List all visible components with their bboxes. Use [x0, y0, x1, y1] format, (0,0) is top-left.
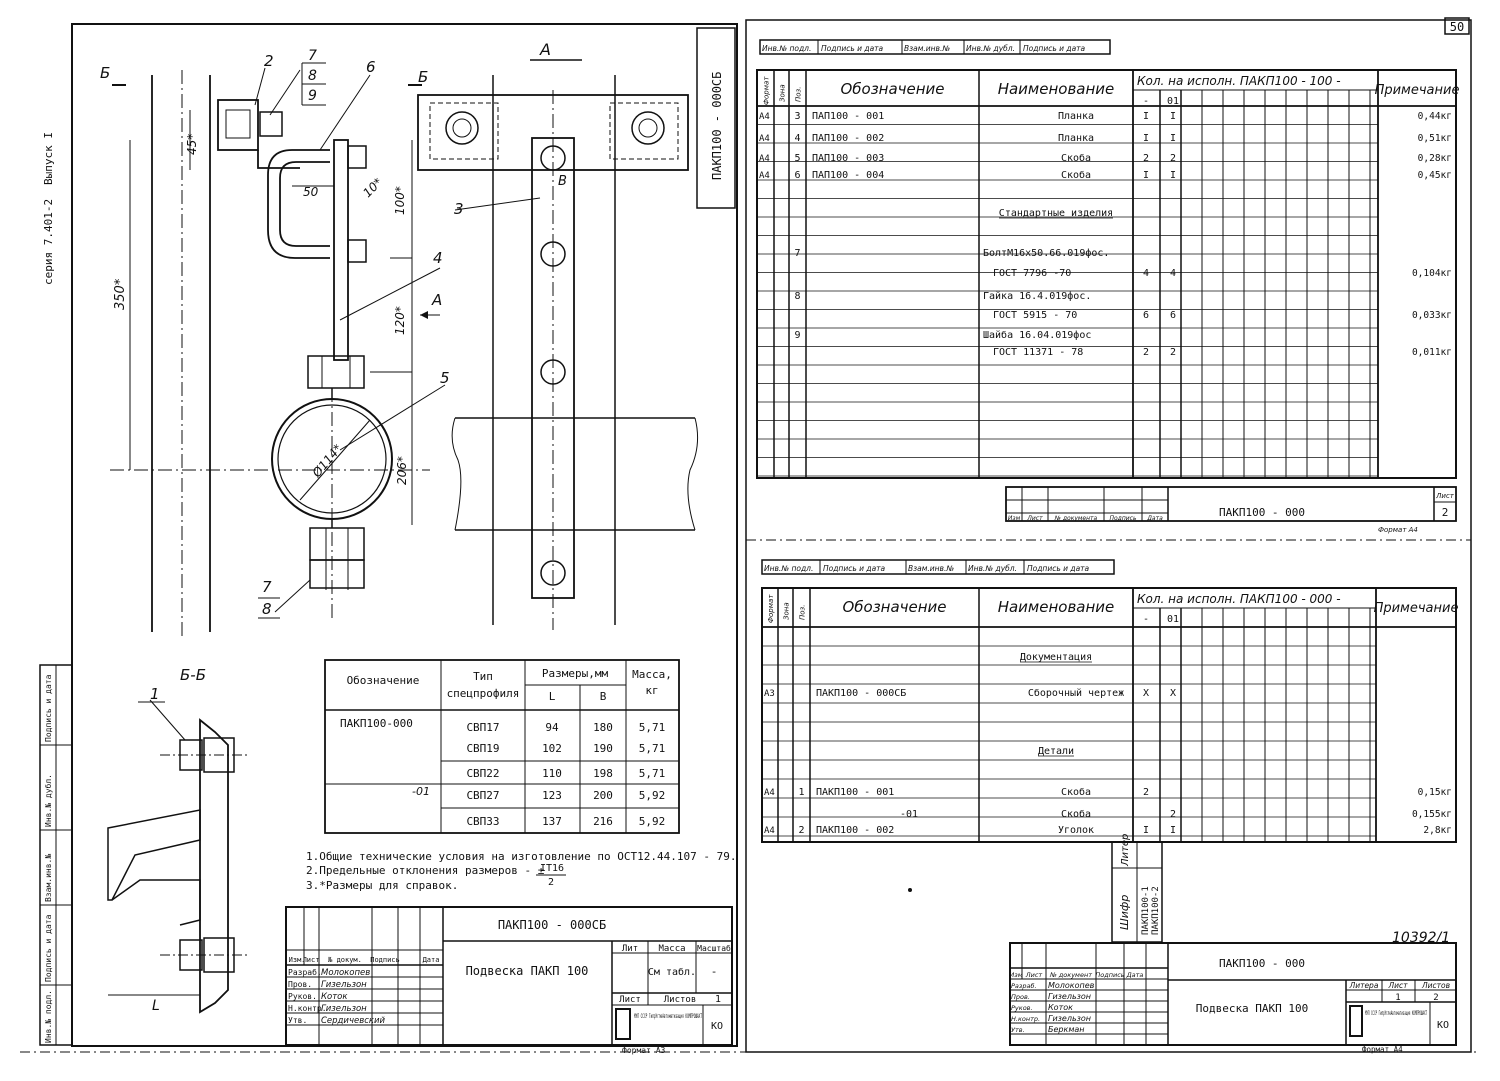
spec-row-pos: 1	[798, 787, 805, 798]
note-1: 1.Общие технические условия на изготовление по ОСТ12.44.107 - 79.	[306, 850, 737, 863]
spec-h-var1: 01	[1166, 614, 1180, 625]
size-table-h-dims: Размеры,мм	[541, 667, 609, 680]
spec-row-designation: ПАП100 - 003	[812, 153, 885, 164]
size-table-h-b: B	[599, 690, 607, 703]
spec-row-designation: ПАКП100 - 000СБ	[816, 688, 907, 699]
issue-label: Выпуск I	[42, 132, 55, 185]
left-title-sheets-value: 1	[714, 994, 722, 1005]
size-row-mass: 5,92	[638, 789, 666, 802]
spec-row-format: А4	[764, 826, 775, 836]
spec-row-section: Стандартные изделия	[998, 208, 1114, 219]
rt-footer-col-header: Изм	[1007, 515, 1021, 522]
dim-45: 45*	[185, 133, 199, 155]
spec-row-note: 0,51кг	[1417, 133, 1452, 144]
left-title-mass-value: См табл.	[647, 967, 697, 978]
left-title-col-header: Дата	[422, 956, 440, 964]
spec-h-var0: -	[1142, 96, 1150, 107]
spec-row-note: 0,44кг	[1417, 111, 1452, 122]
spec-h-qty: Кол. на исполн. ПАКП100 - 100 -	[1137, 74, 1341, 88]
rb-title-code: ПАКП100 - 000	[1218, 957, 1306, 970]
dim-120: 120*	[393, 306, 407, 335]
dim-10: 10*	[360, 175, 386, 201]
size-row-type: СВП17	[466, 721, 500, 734]
spec-h-pos: Поз.	[798, 604, 807, 620]
spec-row-qty1: I	[1169, 133, 1177, 144]
side-stamp-1: Инв.№ подл.	[44, 990, 53, 1043]
size-row-l: 102	[542, 742, 562, 755]
left-title-roles	[288, 967, 386, 1026]
spec-h-format: Формат	[762, 76, 771, 105]
spec-h-designation: Обозначение	[842, 598, 947, 616]
spec-row-name: Планка	[1057, 133, 1095, 144]
rb-title-role: Разраб.	[1011, 982, 1037, 990]
side-stamp-4: Инв.№ дубл.	[44, 774, 53, 827]
callout-7-top: 7	[308, 48, 317, 64]
rb-title-person: Молокопев	[1048, 981, 1095, 990]
spec-row-name: Гайка 16.4.019фос.	[983, 291, 1092, 302]
rb-title-lit-label: Литера	[1349, 981, 1379, 990]
spec-row-section: Детали	[1037, 746, 1075, 757]
spec-row-qty1: Х	[1169, 688, 1177, 699]
rb-title-col-header: Дата	[1126, 971, 1144, 979]
spec-row-format: А4	[759, 154, 770, 164]
spec-row-name: Скоба	[1060, 809, 1092, 820]
rb-title-roles	[1011, 981, 1095, 1034]
spec-row-qty0: 6	[1142, 310, 1150, 321]
spec-row-designation: ПАП100 - 001	[812, 111, 885, 122]
spec-row-qty0: 2	[1142, 787, 1150, 798]
rt-footer-sheet-label: Лист	[1436, 492, 1454, 500]
spec-row-format: А4	[759, 171, 770, 181]
note-3: 3.*Размеры для справок.	[306, 879, 459, 892]
rb-variant-1: ПАКП100-1	[1141, 886, 1151, 935]
spec-row-pos: 7	[794, 248, 801, 259]
callout-4: 4	[433, 249, 443, 267]
size-table-h-designation: Обозначение	[346, 674, 420, 687]
rt-stamp-5: Подпись и дата	[1023, 44, 1086, 53]
rb-title-person: Беркман	[1048, 1025, 1085, 1034]
spec-row-qty1: 2	[1169, 347, 1177, 358]
spec-row-qty1: I	[1169, 111, 1177, 122]
size-table-h-type2: спецпрофиля	[446, 687, 520, 700]
rb-title-role: Руков.	[1011, 1004, 1033, 1012]
callout-5: 5	[440, 369, 450, 387]
rt-footer-col-header: № документа	[1054, 515, 1098, 522]
spec-row-name: Скоба	[1060, 787, 1092, 798]
rb-title-person: Коток	[1048, 1003, 1073, 1012]
rb-title-org-code: КО	[1436, 1020, 1450, 1031]
spec-h-note: Примечание	[1373, 601, 1459, 616]
left-title-role: Разраб.	[288, 968, 322, 977]
dim-d114: Ø114*	[309, 441, 345, 480]
dim-100: 100*	[393, 186, 407, 215]
spec-row-note: 0,15кг	[1417, 787, 1452, 798]
left-title-person: Гизельзон	[321, 980, 367, 990]
rb-title-name: Подвеска ПАКП 100	[1195, 1002, 1309, 1015]
size-row-l: 137	[542, 815, 562, 828]
spec-row-designation: ПАП100 - 004	[812, 170, 885, 181]
rt-footer-sheet-value: 2	[1441, 506, 1449, 519]
left-title-sheets-label: Листов	[663, 995, 697, 1005]
spec-row-qty1: 2	[1169, 809, 1177, 820]
callout-1: 1	[150, 685, 160, 703]
section-bb-label: Б-Б	[180, 666, 206, 684]
size-row-mass: 5,92	[638, 815, 666, 828]
rb-variant-2: ПАКП100-2	[1151, 886, 1161, 935]
rt-format: Формат А4	[1378, 526, 1418, 534]
dim-l-label: L	[152, 998, 160, 1014]
rb-title-role: Утв.	[1011, 1026, 1025, 1034]
left-title-person: Коток	[321, 992, 348, 1002]
spec-row-format: А4	[759, 112, 770, 122]
spec-row-qty1: I	[1169, 825, 1177, 836]
spec-h-var1: 01	[1166, 96, 1180, 107]
left-title-person: Молокопев	[321, 968, 371, 978]
rb-archive-no: 10392/1	[1392, 930, 1451, 946]
left-title-lit-label: Лит	[621, 944, 639, 954]
note-2-tolerance-num: IT16	[540, 863, 565, 874]
spec-row-format: А4	[759, 134, 770, 144]
spec-row-qty0: 4	[1142, 268, 1150, 279]
callout-8-top: 8	[308, 68, 317, 84]
spec-h-format: Формат	[767, 594, 775, 623]
spec-row-qty1: 6	[1169, 310, 1177, 321]
size-row-l: 94	[545, 721, 559, 734]
spec-row-qty0: I	[1142, 111, 1150, 122]
left-title-col-header: Подпись	[370, 956, 400, 964]
left-title-col-headers	[289, 956, 440, 964]
rb-stamp-1: Инв.№ подл.	[764, 564, 814, 573]
note-2-tolerance-den: 2	[548, 877, 555, 888]
view-a-label: А	[540, 40, 551, 59]
spec-row-qty0: I	[1142, 170, 1150, 181]
section-mark-b-left: Б	[100, 64, 111, 82]
callout-7-bottom: 7	[262, 578, 272, 596]
spec-h-zone: Зона	[782, 602, 791, 620]
left-title-org-code: КО	[710, 1021, 724, 1032]
spec-row-note: 0,45кг	[1417, 170, 1452, 181]
left-title-role: Руков.	[288, 992, 317, 1001]
series-label: серия 7.401-2	[42, 198, 55, 285]
size-row-mass: 5,71	[638, 742, 666, 755]
size-row-type: СВП27	[466, 789, 500, 802]
spec-row-note: 0,155кг	[1411, 809, 1452, 820]
left-title-code: ПАКП100 - 000СБ	[497, 918, 607, 932]
sheet-number: 50	[1449, 20, 1465, 34]
spec-h-name: Наименование	[997, 80, 1115, 98]
spec-row-note: 0,033кг	[1411, 310, 1452, 321]
size-row-l: 110	[542, 767, 562, 780]
rb-stamp-3: Взам.инв.№	[908, 564, 955, 573]
spec-row-designation: ПАП100 - 002	[812, 133, 885, 144]
side-stamp-3: Взам.инв.№	[44, 853, 53, 902]
rb-stamp-5: Подпись и дата	[1027, 564, 1090, 573]
left-title-col-header: Изм	[288, 956, 302, 964]
callout-8-bottom: 8	[262, 600, 272, 618]
spec-row-format: А4	[764, 788, 775, 798]
left-title-mass-label: Масса	[658, 944, 686, 954]
spec-row-designation: -01	[900, 809, 919, 820]
left-title-role: Утв.	[288, 1016, 308, 1025]
size-row-b: 198	[593, 767, 613, 780]
left-frame	[72, 24, 737, 1046]
dim-50: 50	[303, 185, 319, 199]
spec-row-section: Документация	[1019, 652, 1093, 663]
spec-h-qty: Кол. на исполн. ПАКП100 - 000 -	[1137, 592, 1341, 606]
spec-row-pos: 8	[794, 291, 801, 302]
rb-title-col-header: Подпись	[1095, 971, 1125, 979]
size-table-h-mass2: кг	[645, 684, 659, 697]
spec-row-pos: 9	[794, 330, 801, 341]
rb-title-sheets-label: Листов	[1421, 981, 1451, 990]
rb-title-col-header: № документ	[1049, 971, 1093, 979]
spec-row-note: 0,011кг	[1411, 347, 1452, 358]
spec-row-note: 0,104кг	[1411, 268, 1452, 279]
rt-stamp-2: Подпись и дата	[821, 44, 884, 53]
left-title-format: Формат А3	[622, 1046, 666, 1055]
left-title-sheet-label: Лист	[619, 995, 641, 1005]
rt-stamp-3: Взам.инв.№	[904, 44, 951, 53]
rb-title-role: Н.контр.	[1011, 1015, 1041, 1023]
spec-row-name: ГОСТ 11371 - 78	[993, 347, 1084, 358]
rt-footer-col-header: Подпись	[1109, 515, 1137, 522]
spec-row-qty1: 2	[1169, 153, 1177, 164]
size-row-type: СВП33	[466, 815, 500, 828]
rb-title-sheet-value: 1	[1395, 993, 1401, 1003]
rb-title-col-header: Лист	[1025, 971, 1043, 979]
size-table-rows	[340, 717, 665, 828]
size-table-h-type: Тип	[473, 670, 493, 683]
left-title-scale-value: -	[710, 965, 718, 978]
spec-row-pos: 4	[794, 133, 801, 144]
spec-row-qty0: Х	[1142, 688, 1150, 699]
spec-row-note: 0,28кг	[1417, 153, 1452, 164]
rb-stamp-2: Подпись и дата	[823, 564, 886, 573]
spec-h-zone: Зона	[778, 84, 787, 102]
spec-row-pos: 2	[798, 825, 805, 836]
rb-title-col-headers	[1009, 971, 1143, 979]
side-stamp-5: Подпись и дата	[44, 674, 53, 742]
left-title-role: Н.контр.	[288, 1004, 327, 1013]
spec-row-designation: ПАКП100 - 002	[816, 825, 895, 836]
left-title-role: Пров.	[288, 980, 313, 989]
rt-stamp-1: Инв.№ подл.	[762, 44, 812, 53]
callout-6: 6	[366, 58, 376, 76]
spec-row-name: Скоба	[1060, 153, 1092, 164]
rb-shifr-label: Шифр	[1118, 894, 1131, 930]
spec-row-qty0: I	[1142, 825, 1150, 836]
rb-title-org: МУП СССР ГипрУглеАвтоматизация КОМПРОШАХТ	[1365, 1009, 1428, 1017]
rb-title-person: Гизельзон	[1048, 1014, 1092, 1023]
assembly-front-view	[110, 68, 445, 640]
size-row-b: 216	[593, 815, 613, 828]
letter-b: В	[558, 174, 567, 189]
spec-h-pos: Поз.	[794, 86, 803, 102]
callout-9-top: 9	[308, 88, 317, 104]
rb-liter-label: Литер	[1120, 833, 1131, 866]
spec-h-designation: Обозначение	[840, 80, 945, 98]
spec-row-pos: 6	[794, 170, 801, 181]
arrow-a-label: А	[432, 291, 443, 309]
left-title-org: МУП СССР ГипрУглеАвтоматизация КОМПРОШАХТ	[634, 1012, 703, 1020]
spec-row-name: Шайба 16.04.019фос	[983, 330, 1092, 341]
spec-row-name: ГОСТ 5915 - 70	[993, 310, 1078, 321]
note-2: 2.Предельные отклонения размеров - ±	[306, 864, 545, 877]
spec-h-name: Наименование	[997, 598, 1115, 616]
size-row-b: 190	[593, 742, 613, 755]
size-row-l: 123	[542, 789, 562, 802]
rt-footer-col-header: Лист	[1027, 515, 1043, 522]
spec-row-name: Планка	[1057, 111, 1095, 122]
size-row-mass: 5,71	[638, 721, 666, 734]
spec-row-qty0: 2	[1142, 153, 1150, 164]
size-table-h-l: L	[548, 690, 556, 703]
left-title-person: Сердичевский	[321, 1016, 386, 1026]
spec-row-qty1: 4	[1169, 268, 1177, 279]
left-title-name: Подвеска ПАКП 100	[465, 964, 589, 978]
left-side-stamp	[40, 665, 72, 1045]
right-bottom-spec-table	[762, 588, 1458, 842]
spec-row-format: А3	[764, 689, 775, 699]
size-table-h-mass: Масса,	[632, 668, 672, 681]
rt-stamp-4: Инв.№ дубл.	[966, 44, 1015, 53]
spec-row-qty0: I	[1142, 133, 1150, 144]
rb-title-col-header: Изм	[1009, 971, 1023, 979]
section-mark-b-right: Б	[418, 68, 429, 86]
right-top-spec-table	[757, 70, 1459, 478]
size-row-type: СВП19	[466, 742, 500, 755]
left-title-person: Гизельзон	[321, 1004, 367, 1014]
spec-h-note: Примечание	[1374, 83, 1460, 98]
vertical-code: ПАКП100 - 000СБ	[710, 71, 724, 180]
rt-footer-code: ПАКП100 - 000	[1218, 506, 1306, 519]
spec-row-pos: 5	[794, 153, 801, 164]
dim-206: 206*	[395, 456, 409, 485]
size-row-b: 200	[593, 789, 613, 802]
rb-stamp-4: Инв.№ дубл.	[968, 564, 1017, 573]
left-title-col-header: Лист	[302, 956, 320, 964]
dim-350: 350*	[113, 278, 128, 310]
spec-row-note: 2,8кг	[1423, 825, 1452, 836]
left-title-scale-label: Масштаб	[697, 944, 731, 953]
spec-row-name: Уголок	[1057, 825, 1095, 836]
rt-footer-col-header: Дата	[1147, 515, 1163, 522]
left-title-col-header: № докум.	[328, 956, 362, 964]
spec-row-name: Скоба	[1060, 170, 1092, 181]
size-row-designation: ПАКП100-000	[340, 717, 413, 730]
rb-title-role: Пров.	[1011, 993, 1030, 1001]
callout-3: 3	[454, 200, 464, 218]
spec-row-qty0: 2	[1142, 347, 1150, 358]
spec-row-qty1: I	[1169, 170, 1177, 181]
rb-title-sheets-value: 2	[1433, 993, 1439, 1003]
rb-title-person: Гизельзон	[1048, 992, 1092, 1001]
side-stamp-2: Подпись и дата	[44, 914, 53, 982]
size-row-b: 180	[593, 721, 613, 734]
spec-row-name: Сборочный чертеж	[1027, 688, 1125, 699]
callout-2: 2	[264, 52, 274, 70]
size-row-mass: 5,71	[638, 767, 666, 780]
spec-h-var0: -	[1142, 614, 1150, 625]
spec-row-pos: 3	[794, 111, 801, 122]
section-bb-view	[108, 700, 250, 1012]
rb-title-format: Формат А4	[1362, 1045, 1403, 1054]
size-row-type: СВП22	[466, 767, 500, 780]
spec-row-designation: ПАКП100 - 001	[816, 787, 895, 798]
spec-row-name: ГОСТ 7796 -70	[993, 268, 1072, 279]
view-a	[418, 60, 698, 630]
spec-row-name: БолтМ16х50.66.019фос.	[983, 248, 1110, 259]
rb-title-sheet-label: Лист	[1388, 981, 1408, 990]
size-row-designation: -01	[412, 785, 430, 798]
